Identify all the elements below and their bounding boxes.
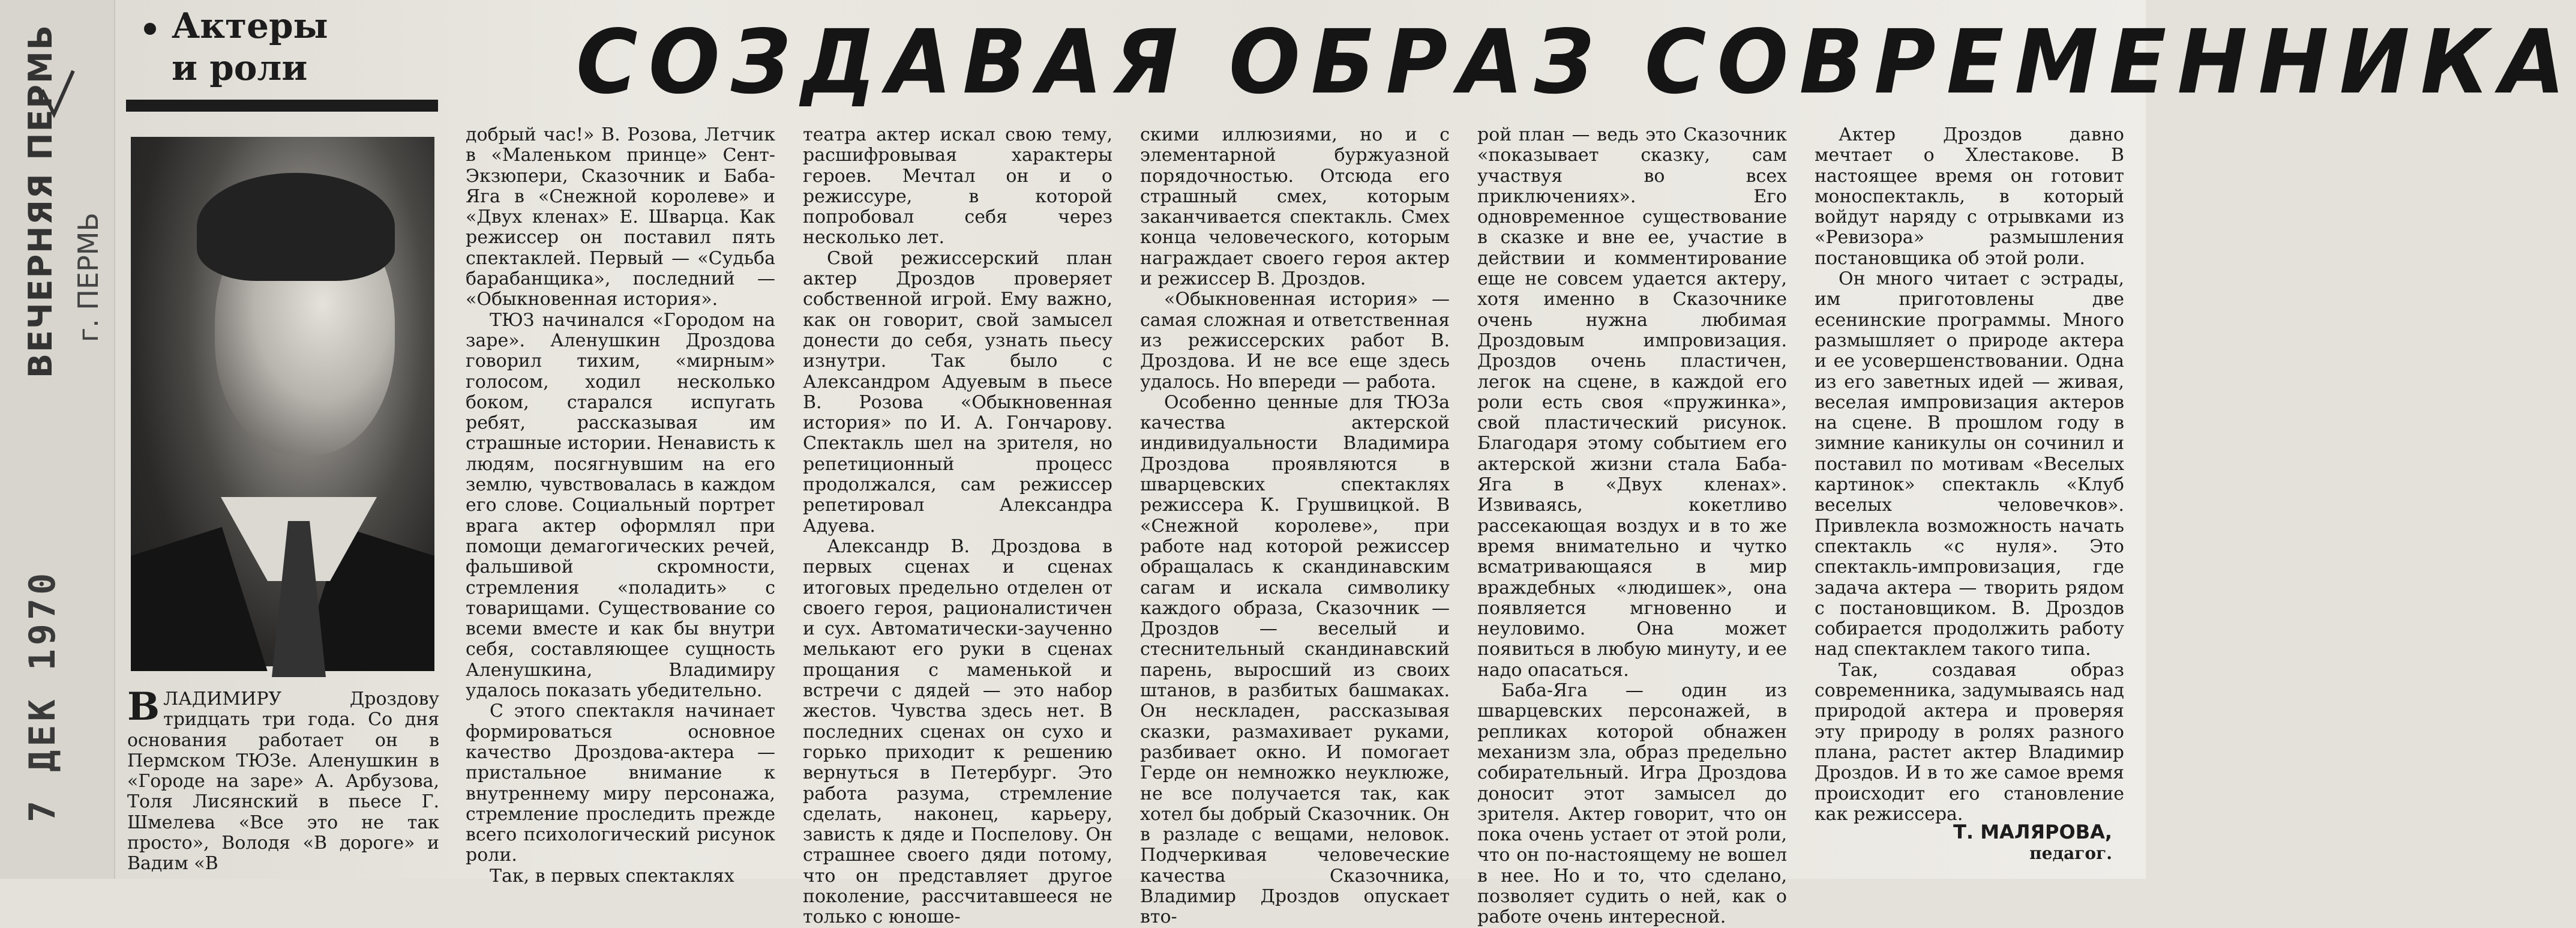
rubric-line-1: Актеры <box>172 5 328 46</box>
archive-margin <box>0 0 115 879</box>
publication-stamp: ВЕЧЕРНЯЯ ПЕРМЬ <box>22 24 59 378</box>
city-stamp: г. ПЕРМЬ <box>72 212 104 342</box>
paragraph: Особенно ценные для ТЮЗа качества актерской индивидуальности Владимира Дроздова проявляются в шварцевских спектаклях режиссера К. Грушвицкой. В «Снежной королеве», при работе над которой режиссер обращалась к скандинавским сагам и искала символику каждого образа, Сказочник — Дроздов — веселый и стеснительный скандинавский парень, выросший из своих штанов, в разбитых башмаках. Он нескладен, рассказывая сказки, размахивает руками, разбивает окно. И помогает Герде он немножко неуклюже, не все получается так, как хотел бы добрый Сказочник. Он в разладе с вещами, неловок. Подчеркивая человеческие качества Сказочника, Владимир Дроздов опускает вто- <box>1140 391 1450 928</box>
paragraph: «Обыкновенная история» — самая сложная и ответственная из режиссерских работ В. Дроздова. И не все еще здесь удалось. Но впереди — работа. <box>1140 289 1450 393</box>
article-headline: СОЗДАВАЯ ОБРАЗ СОВРЕМЕННИКА <box>576 11 2576 114</box>
article-column-5 <box>1477 124 1787 928</box>
author-signature <box>1908 821 2112 864</box>
article-column-2 <box>466 124 775 887</box>
article-column-3 <box>803 124 1112 928</box>
article-column-4 <box>1140 124 1450 928</box>
paragraph: театра актер искал свою тему, расшифровывая характеры героев. Мечтал он и о режиссуре, в которой попробовал себя через несколько лет. <box>803 124 1112 249</box>
paragraph: Баба-Яга — один из шварцевских персонажей, в репликах которой обнажен механизм зла, образ предельно собирательный. Игра Дроздова доносит этот замысел до зрителя. Актер говорит, что он пока очень устает от этой роли, что он по-настоящему не вошел в нее. Но и то, что сделано, позволяет судить о ней, как о работе очень интересной. <box>1477 680 1787 928</box>
article-column-6 <box>1815 124 2124 825</box>
paragraph: Он много читает с эстрады, им приготовлены две есенинские программы. Много размышляет о природе актера и ее усовершенствовании. Одна из его заветных идей — живая, веселая импровизация актеров на сцене. В прошлом году в зимние каникулы он сочинил и поставил по мотивам «Веселых картинок» спектакль «Клуб веселых человечков». Привлекла возможность начать спектакль «с нуля». Это спектакль-импровизация, где задача актера — творить рядом с постановщиком. В. Дроздов собирается продолжить работу над спектаклем такого типа. <box>1815 268 2124 660</box>
paragraph: Актер Дроздов давно мечтает о Хлестакове. В настоящее время он готовит моноспектакль, в который войдут наряду с отрывками из «Ревизора» размышления постановщика об этой роли. <box>1815 124 2124 269</box>
paragraph: ТЮЗ начинался «Городом на заре». Аленушкин Дроздова говорил тихим, «мирным» голосом, ходил несколько боком, старался испугать ребят, рассказывая им страшные истории. Ненависть к людям, посягнувшим на его землю, чувствовалась в каждом его слове. Социальный портрет врага актер оформлял при помощи демагогических речей, фальшивой скромности, стремления «поладить» с товарищами. Существование со всеми вместе и как бы внутри себя, составляющее сущность Аленушкина, Владимиру удалось показать убедительно. <box>466 309 775 702</box>
paragraph: скими иллюзиями, но и с элементарной буржуазной порядочностью. Отсюда его страшный смех, которым заканчивается спектакль. Смех конца человеческого, которым награждает своего героя актер и режиссер В. Дроздов. <box>1140 124 1450 290</box>
rubric-divider <box>126 100 438 112</box>
bullet-icon <box>144 23 156 35</box>
author-name: Т. МАЛЯРОВА, <box>1953 821 2112 843</box>
date-stamp: 7 ДЕК 1970 <box>22 569 64 822</box>
paragraph: рой план — ведь это Сказочник «показывает сказку, сам участвуя во всех приключениях». Его одновременное существование в сказке и вне ее, участие в действии и комментирование еще не совсем удается актеру, хотя именно в Сказочнике очень нужна любимая Дроздовым импровизация. Дроздов очень пластичен, легок на сцене, в каждой его роли есть своя «пружинка», свой пластический рисунок. Благодаря этому событием его актерской жизни стала Баба-Яга в «Двух кленах». Извиваясь, кокетливо рассекающая воздух и в то же время внимательно и чутко всматривающаяся в мир враждебных «людишек», она появляется мгновенно и неуловимо. Она может появиться в любую минуту, и ее надо опасаться. <box>1477 124 1787 681</box>
lead-paragraph: ЛАДИМИРУ Дроздову тридцать три года. Со дня основания работает он в Пермском ТЮЗе. Аленушкин в «Городе на заре» А. Арбузова, Толя Лисянский в пьесе Г. Шмелева «Все это не так просто», Володя «В дороге» и Вадим «В <box>127 688 439 875</box>
paragraph: Александр В. Дроздова в первых сценах и сценах итоговых предельно отделен от своего героя, рационалистичен и сух. Автоматически-заученно мелькают его руки в сценах прощания с маменькой и встречи с дядей — это набор жестов. Чувства здесь нет. В последних сценах он сухо и горько приходит к решению вернуться в Петербург. Это работа разума, стремление сделать, наконец, карьеру, зависть к дяде и Поспелову. Он страшнее своего дяди потому, что он представляет другое поколение, рассчитавшееся не только с юноше- <box>803 535 1112 928</box>
author-role: педагог. <box>2029 843 2112 863</box>
rubric <box>144 5 432 89</box>
paragraph: добрый час!» В. Розова, Летчик в «Маленьком принце» Сент-Экзюпери, Сказочник и Баба-Яга в «Снежной королеве» и «Двух кленах» Е. Шварца. Как режиссер он поставил пять спектаклей. Первый — «Судьба барабанщика», последний — «Обыкновенная история». <box>466 124 775 310</box>
paragraph: С этого спектакля начинает формироваться основное качество Дроздова-актера — пристальное внимание к внутреннему миру персонажа, стремление проследить прежде всего психологический рисунок роли. <box>466 701 775 866</box>
paragraph: Свой режиссерский план актер Дроздов проверяет собственной игрой. Ему важно, как он говорит, свой замысел донести до себя, узнать пьесу изнутри. Так было с Александром Адуевым в пьесе В. Розова «Обыкновенная история» по И. А. Гончарову. Спектакль шел на зрителя, но репетиционный процесс продолжался, сам режиссер репетировал Александра Адуева. <box>803 247 1112 537</box>
rubric-line-2: и роли <box>172 47 308 88</box>
paragraph: Так, создавая образ современника, задумываясь над природой актера и проверяя эту природу в ролях разного плана, растет актер Владимир Дроздов. И в то же самое время происходит его становление как режиссера. <box>1815 659 2124 825</box>
portrait-photo <box>131 137 434 666</box>
drop-cap: В <box>127 684 160 729</box>
article-column-1 <box>127 684 439 875</box>
paragraph: Так, в первых спектаклях <box>490 865 734 887</box>
